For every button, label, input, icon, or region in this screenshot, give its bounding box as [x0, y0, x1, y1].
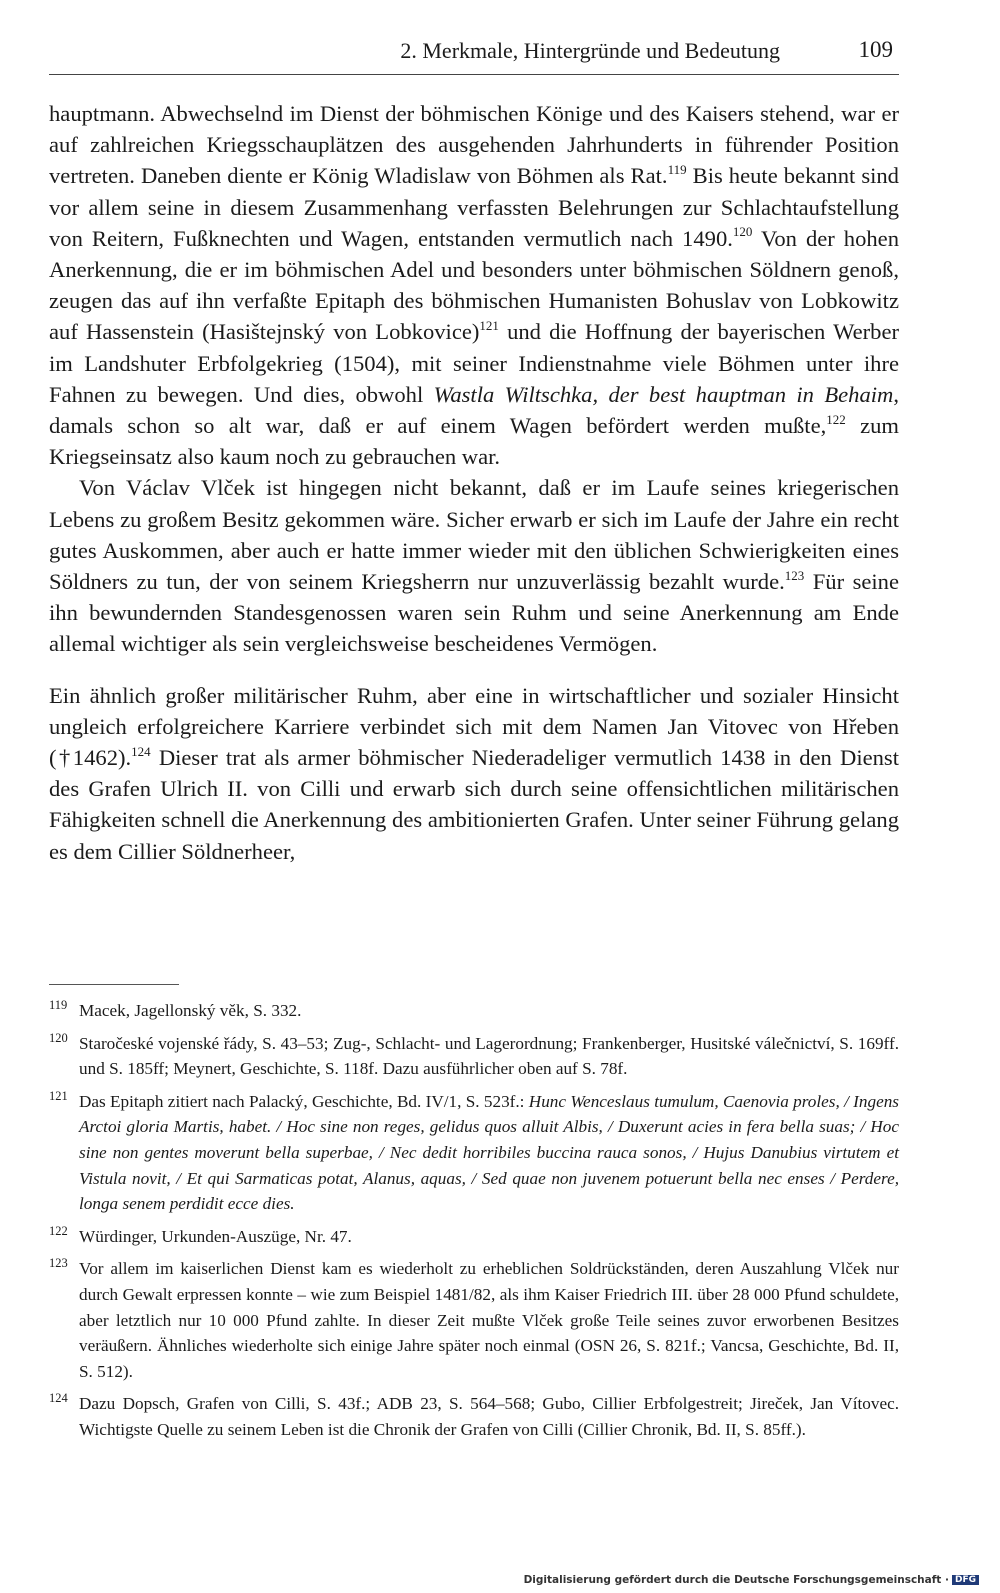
paragraph-2: Von Václav Vlček ist hingegen nicht bekannt, daß er im Laufe seines kriegerischen Lebens zu großem Besitz gekommen wäre. Sicher erwarb er sich im Laufe der Jahre ein recht gutes Auskommen, aber auch er hatte immer wieder mit den üblichen Schwierigkeiten eines Söldners zu tun, der von seinem Kriegsherrn nur unzuverlässig bezahlt wurde.$^{123}$ Für seine ihn bewundernden Standesgenossen waren sein Ruhm und seine Anerkennung am Ende allemal wichtiger als sein vergleichsweise bescheidenes Vermögen. — [49, 475, 899, 657]
paragraph-3: Ein ähnlich großer militärischer Ruhm, aber eine in wirtschaftlicher und sozialer Hinsicht ungleich erfolgreichere Karriere verbindet sich mit dem Namen Jan Vitovec von Hřeben (†1462).$^{124}$ Dieser trat als armer böhmischer Niederadeliger vermutlich 1438 in den Dienst des Grafen Ulrich II. von Cilli und erwarb sich durch seine offensichtlichen militärischen Fähigkeiten schnell die Anerkennung des ambitionierten Grafen. Unter seiner Führung gelang es dem Cillier Söldnerheer, — [49, 682, 899, 864]
footnote-text: Staročeské vojenské řády, S. 43–53; Zug-, Schlacht- und Lagerordnung; Frankenberger, Husitské válečnictví, S. 169ff. und S. 185ff; Meynert, Geschichte, S. 118f. Dazu ausführlicher oben auf S. 78f. — [79, 1033, 899, 1079]
footnotes — [49, 998, 899, 1450]
footnote-text: Das Epitaph zitiert nach Palacký, Geschichte, Bd. IV/1, S. 523f.: Hunc Wenceslaus tumulum, Caenovia proles, / Ingens Arctoi gloria Martis, habet. / Hoc sine non reges, gelidus quos alluit Albis, / Duxerunt acies in fera bella suas; / Hoc sine non gentes moverunt bella superbae, / Nec dedit horribiles buccina rauca sonos, / Hujus Danubius virtutem et Vistula novit, / Et qui Sarmaticas potat, Alanus, aquas, / Sed quae non juvenem potuerunt bella nec enses / Perdere, longa senem perdidit ecce dies. — [79, 1091, 899, 1214]
paragraph-1: hauptmann. Abwechselnd im Dienst der böhmischen Könige und des Kaisers stehend, war er auf zahlreichen Kriegsschauplätzen des ausgehenden Jahrhunderts in führender Position vertreten. Daneben diente er König Wladislaw von Böhmen als Rat.$^{119}$ Bis heute bekannt sind vor allem seine in diesem Zusammenhang verfassten Belehrungen zur Schlachtaufstellung von Reitern, Fußknechten und Wagen, entstanden vermutlich nach 1490.$^{120}$ Von der hohen Anerkennung, die er im böhmischen Adel und besonders unter böhmischen Söldnern genoß, zeugen das auf ihn verfaßte Epitaph des böhmischen Humanisten Bohuslav von Lobkowitz auf Hassenstein (Hasištejnský von Lobkovice)$^{121}$ und die Hoffnung der bayerischen Werber im Landshuter Erbfolgekrieg (1504), mit seiner Indienstnahme viele Böhmen unter ihre Fahnen zu bewegen. Und dies, obwohl Wastla Wiltschka, der best hauptman in Behaim, damals schon so alt war, daß er auf einem Wagen befördert werden mußte,$^{122}$ zum Kriegseinsatz also kaum noch zu gebrauchen war. — [49, 101, 900, 470]
footer-text: Digitalisierung gefördert durch die Deutsche Forschungsgemeinschaft · — [523, 1574, 949, 1586]
footnote-number: 120 — [49, 1030, 68, 1045]
digitization-footer — [524, 1574, 979, 1586]
footnote-number: 122 — [49, 1223, 68, 1238]
body-text — [49, 98, 899, 867]
footnote-number: 124 — [49, 1391, 68, 1406]
footnote-number: 121 — [49, 1088, 68, 1103]
dfg-logo: DFG — [952, 1575, 979, 1585]
footnote-text: Dazu Dopsch, Grafen von Cilli, S. 43f.; ADB 23, S. 564–568; Gubo, Cillier Erbfolgestreit; Jireček, Jan Vítovec. Wichtigste Quelle zu seinem Leben ist die Chronik der Grafen von Cilli (Cillier Chronik, Bd. II, S. 85ff.). — [79, 1394, 899, 1439]
footnote-number: 123 — [49, 1256, 68, 1271]
footnote-119 — [49, 998, 899, 1024]
footnote-123 — [49, 1256, 899, 1384]
running-head: 2. Merkmale, Hintergründe und Bedeutung — [400, 38, 780, 63]
footnote-124 — [49, 1391, 899, 1442]
page-number: 109 — [858, 37, 893, 62]
footnote-122 — [49, 1224, 899, 1250]
footnote-text: Vor allem im kaiserlichen Dienst kam es wiederholt zu erheblichen Soldrückständen, deren Auszahlung Vlček nur durch Gewalt erpressen konnte – wie zum Beispiel 1481/82, als ihm Kaiser Friedrich III. über 28 000 Pfund schuldete, aber letztlich nur 10 000 Pfund zahlte. In dieser Zeit mußte Vlček große Teile seines zuvor erworbenen Besitzes veräußern. Ähnliches wiederholte sich einige Jahre später noch einmal (OSN 26, S. 821f.; Vancsa, Geschichte, Bd. II, S. 512). — [79, 1259, 899, 1381]
footnote-divider — [49, 984, 179, 985]
footnote-text: Macek, Jagellonský věk, S. 332. — [79, 1001, 302, 1020]
footnote-121 — [49, 1089, 899, 1217]
footnote-text: Würdinger, Urkunden-Auszüge, Nr. 47. — [79, 1226, 352, 1246]
footnote-number: 119 — [49, 998, 68, 1012]
page-header — [49, 36, 899, 75]
footnote-120 — [49, 1031, 899, 1082]
